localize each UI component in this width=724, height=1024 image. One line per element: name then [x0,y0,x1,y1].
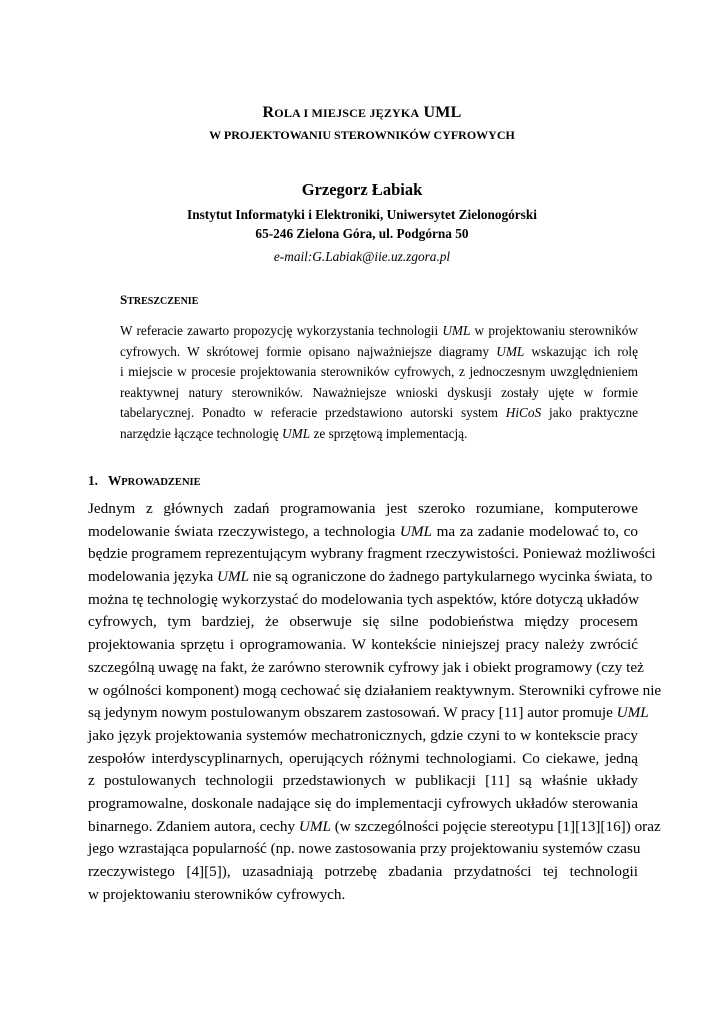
text-segment: Jednym z głównych zadań programowania jest szeroko rozumiane, komputerowe [88,500,638,517]
text-line [88,884,638,907]
text-line [120,424,638,445]
text-line [88,680,662,703]
text-segment: w ogólności komponent) mogą cechować się działaniem reaktywnym. Sterowniki cyfrowe nie [88,681,662,699]
abstract-body [120,321,638,444]
text-segment: modelowanie świata rzeczywistego, a technologia [88,522,400,540]
italic-term: UML [399,522,432,540]
author-affiliation: Instytut Informatyki i Elektroniki, Uniwersytet Zielonogórski [187,207,537,222]
text-segment: (w szczególności pojęcie stereotypu [1][13][16]) oraz [330,817,661,835]
text-line [88,725,638,748]
text-line [88,611,638,634]
text-line [88,543,656,566]
italic-term: UML [217,568,250,586]
text-segment: wskazując ich rolę [524,343,638,359]
text-line [88,793,638,816]
text-segment: z postulowanych technologii przedstawionych w publikacji [11] są właśnie układy [88,772,638,790]
text-line [88,838,641,861]
text-segment: można tę technologię wykorzystać do modelowania tych aspektów, które dotyczą układów [88,590,640,608]
text-line [120,403,638,424]
text-segment: narzędzie łączące technologię [120,425,283,441]
text-line [88,657,644,680]
text-line [88,816,661,839]
section-body-introduction [88,498,662,906]
text-segment: tabelarycznej. Ponadto w referacie przedstawiono autorski system [120,405,506,420]
italic-term: UML [298,817,331,835]
italic-term: HiCoS [505,405,542,420]
text-line [88,589,638,612]
italic-term: UML [442,323,471,338]
text-segment: W referacie zawarto propozycję wykorzystania technologii [120,323,443,338]
text-segment: modelowania języka [88,568,218,586]
text-segment: szczególną uwagę na fakt, że zarówno sterownik cyfrowy jak i obiekt programowy (czy też [88,658,644,676]
text-segment: rzeczywistego [4][5]), uzasadniają potrzebę zbadania przydatności tej technologii [88,863,638,880]
abstract-heading: STRESZCZENIE [120,292,199,307]
author-email: e-mail:G.Labiak@iie.uz.zgora.pl [273,249,451,264]
text-line [88,521,638,544]
text-segment: w projektowaniu sterowników cyfrowych. [88,885,346,903]
text-line [88,566,653,589]
text-segment: zespołów interdyscyplinarnych, operujących różnymi technologiami. Co ciekawe, jedną [88,749,638,767]
text-line [88,748,638,771]
text-segment: w projektowaniu sterowników [470,323,638,338]
text-line [88,861,638,884]
text-segment: ze sprzętową implementacją. [310,425,468,441]
text-line [88,770,638,793]
text-line [88,634,638,657]
text-segment: jako język projektowania systemów mechatronicznych, gdzie czyni to w kontekscie pracy [88,726,638,744]
text-segment: projektowania sprzętu i oprogramowania. W kontekście niniejszej pracy należy zwrócić [88,636,638,654]
italic-term: UML [282,425,311,441]
author-name: Grzegorz Łabiak [301,180,423,199]
text-line [88,498,638,521]
text-segment: jako praktyczne [541,405,639,420]
paper-title-line2: W PROJEKTOWANIU STEROWNIKÓW CYFROWYCH [209,128,515,142]
text-segment: ma za zadanie modelować to, co [431,522,638,540]
text-segment: i miejscie w procesie projektowania sterowników cyfrowych, z jednoczesnym uwzględnieniem [120,364,638,379]
text-segment: reaktywnej natury sterowników. Naważniejsze wnioski dyskusji zostały ujęte w formie [120,384,638,400]
text-segment: cyfrowych, tym bardziej, że obserwuje się silne podobieństwa między procesem [88,613,638,631]
text-line [120,383,638,404]
text-segment: programowalne, doskonale nadające się do implementacji cyfrowych układów sterowania [88,794,638,812]
text-line [88,702,649,725]
text-segment: binarnego. Zdaniem autora, cechy [88,817,299,835]
text-segment: będzie programem reprezentującym wybrany fragment rzeczywistości. Ponieważ możliwości [88,545,656,563]
text-line [120,321,638,342]
text-line [120,362,638,383]
text-segment: cyfrowych. W skrótowej formie opisano najważniejsze diagramy [120,343,497,359]
text-segment: są jedynym nowym postulowanym obszarem zastosowań. W pracy [11] autor promuje [88,704,617,722]
text-segment: jego wzrastająca popularność (np. nowe zastosowania przy projektowaniu systemów czasu [88,840,641,858]
italic-term: UML [496,343,525,359]
paper-title-line1: ROLA I MIEJSCE JĘZYKA UML [262,104,462,121]
section-heading-introduction: 1. WPROWADZENIE [88,473,201,488]
italic-term: UML [616,704,649,722]
text-line [120,342,638,363]
author-address: 65-246 Zielona Góra, ul. Podgórna 50 [255,226,469,241]
text-segment: nie są ograniczone do żadnego partykularnego wycinka świata, to [249,568,653,586]
